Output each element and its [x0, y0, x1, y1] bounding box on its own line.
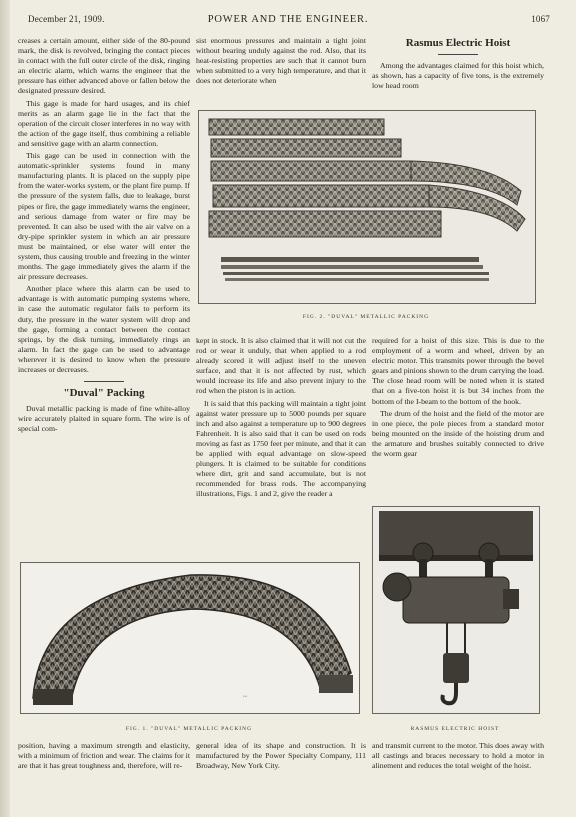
- page-binding-edge: [0, 0, 10, 817]
- paragraph: creases a certain amount, either side of the 80-pound mark, the disk is revolved, bringing the contact pieces in contact with the full outer circle of the disk, ringing an electric alarm, which warns the engineer that the pressure has either advanced above or fallen below the designated pressure desired.: [18, 36, 190, 96]
- paragraph: required for a hoist of this size. This is due to the employment of a worm and wheel, driven by an electric motor. This transmits power through the bevel gears and pinions shown to the drum carrying the load. The close head room will be noted when it is stated that on a five-ton hoist it is but 34 inches from the bottom of the I-beam to the bottom of the hook.: [372, 336, 544, 406]
- article-column-3-bottom: [372, 741, 544, 791]
- section-rule: [84, 381, 124, 382]
- braided-packing-ring-illustration: [21, 563, 359, 713]
- section-rule: [438, 54, 478, 55]
- braided-packing-strips-illustration: [199, 111, 535, 303]
- paragraph: Among the advantages claimed for this hoist which, as shown, has a capacity of five tons, is the extremely low head room: [372, 61, 544, 91]
- fig1-caption: FIG. 1. "DUVAL" METALLIC PACKING: [125, 726, 253, 732]
- paragraph: This gage can be used in connection with the automatic-sprinkler systems found in many manufacturing plants. It is placed on the supply pipe from the water-works system, or the plant fire pump. If the pressure of the system falls, due to leakage, burst pipes or fire, the gage immediately warns the engineer, and serious damage from water or fire may be prevented. It can also be used with the air valve on a dry-pipe sprinkler system in which an air pressure must be maintained, or else water will enter the system, thus causing trouble and freezing in the winter months. The gage immediately gives the alarm if the air pressure decreases.: [18, 151, 190, 282]
- paragraph: position, having a maximum strength and elasticity, with a minimum of friction and wear. The claims for it are that it has great toughness and, therefore, will re-: [18, 741, 190, 771]
- paragraph: This gage is made for hard usages, and its chief merits as an alarm gage lie in the fact that the operation of the circuit closer interferes in no way with the action of the gage itself, thus combining a reliable and sensitive gage with an alarm connection.: [18, 98, 190, 148]
- article-column-2-top: [196, 36, 366, 102]
- article-column-2-bottom: [196, 741, 366, 791]
- hoist-caption: RASMUS ELECTRIC HOIST: [410, 726, 500, 732]
- paragraph: Duval metallic packing is made of fine white-alloy wire accurately plaited in square form. The wire is of special com-: [18, 404, 190, 434]
- paragraph: Another place where this alarm can be used to advantage is with automatic pumping systems where, in case the automatic regulator fails to perform its duty, the pressure in the water system will drop and the gage, forming a contact between the contact springs, by the disk turning, immediately rings an alarm. In fact the gage can be used to advantage wherever it is desired to know when the pressure increases or decreases.: [18, 284, 190, 374]
- paragraph: and transmit current to the motor. This does away with all castings and braces necessary to hold a motor in alinement and reduces the total weight of the hoist.: [372, 741, 544, 771]
- paragraph: kept in stock. It is also claimed that it will not cut the rod or wear it unduly, that when applied to a rod already scored it will adjust itself to the uneven surface, and that it is not affected by rust, which would increase its life and also prevent injury to the rod when the piston is in action.: [196, 336, 366, 396]
- header-date: December 21, 1909.: [28, 14, 105, 24]
- engraver-signature: ~: [243, 693, 247, 701]
- rasmus-hoist-heading: Rasmus Electric Hoist: [405, 37, 511, 49]
- article-column-1: [18, 36, 190, 556]
- rasmus-hoist-photo: [372, 506, 540, 714]
- paragraph: It is said that this packing will maintain a tight joint against water pressure up to 5000 pounds per square inch and also against a temperature up to 900 degrees Fahrenheit. It is also said that it can be used on rods moving as fast as 1750 feet per minute, and that it can be applied with equal advantage on slow-speed plungers. It is claimed to be suitable for conditions where dirt, grit and sand accumulate, but is not recommended for brass rods. The accompanying illustrations, Figs. 1 and 2, give the reader a: [196, 398, 366, 499]
- duval-packing-heading: "Duval" Packing: [63, 387, 145, 400]
- header-title: POWER AND THE ENGINEER.: [207, 14, 369, 25]
- article-column-1-bottom: [18, 741, 190, 791]
- paragraph: general idea of its shape and construction. It is manufactured by the Power Specialty Company, 111 Broadway, New York City.: [196, 741, 366, 771]
- fig1-packing-ring-photo: [20, 562, 360, 714]
- fig2-caption: FIG. 2. "DUVAL" METALLIC PACKING: [302, 314, 430, 320]
- article-column-2-mid: [196, 336, 366, 554]
- electric-hoist-illustration: [373, 507, 539, 713]
- paragraph: sist enormous pressures and maintain a tight joint without bearing unduly against the rod. Also, that its heat-resisting properties are such that it cannot burn when submitted to a very high temperature, and that it does not deteriorate when: [196, 36, 366, 86]
- article-column-3-top: [372, 36, 544, 104]
- fig2-packing-photo: [198, 110, 536, 304]
- header-page-number: 1067: [531, 14, 550, 24]
- article-column-3-mid: [372, 336, 544, 502]
- paragraph: The drum of the hoist and the field of the motor are in one piece, the pole pieces from a standard motor being mounted on the inside of the hoisting drum and the armature and brushes suitably connected to drive the worm gear: [372, 408, 544, 459]
